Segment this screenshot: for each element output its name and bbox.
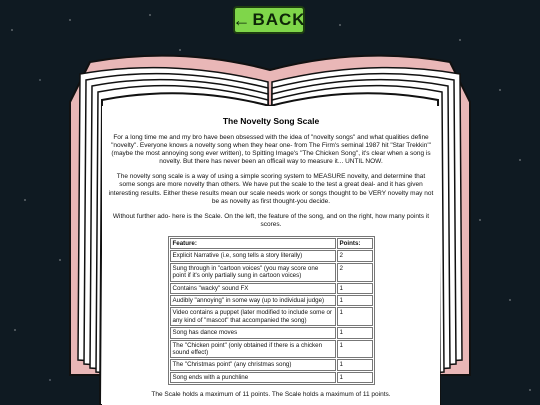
points-cell: 2	[337, 263, 373, 282]
points-column-header: Points:	[337, 238, 373, 249]
left-arrow-icon: ←	[232, 10, 251, 30]
feature-cell: Sung through in "cartoon voices" (you may score one point if it's only partially sung in cartoon voices)	[170, 263, 336, 282]
intro-paragraph: For a long time me and my bro have been obsessed with the idea of "novelty songs" and what qualities define "novelty". Everyone knows a novelty song when they hear one- from The Firm's seminal 1987 hit "Star Trekkin'" (maybe the most annoying song ever written), to Spitting Image's "The Chicken Song", it's clear when a song is novelty. But there has never been an officail way to measure it... UNTIL NOW.	[111, 134, 431, 166]
feature-cell: Song has dance moves	[170, 327, 336, 338]
points-cell: 1	[337, 327, 373, 338]
scale-intro-paragraph: Without further ado- here is the Scale. On the left, the feature of the song, and on the right, how many points it scores.	[112, 212, 430, 228]
feature-cell: The "Chicken point" (only obtained if there is a chicken sound effect)	[170, 340, 336, 359]
footer-text: The Scale holds a maximum of 11 points. The Scale holds a maximum of 11 points.	[151, 391, 391, 399]
points-cell: 2	[337, 250, 373, 261]
table-header-row	[170, 238, 373, 249]
table-row	[170, 307, 373, 326]
points-cell: 1	[337, 340, 373, 359]
table-row	[170, 250, 373, 261]
book-page-content	[102, 106, 440, 405]
points-cell: 1	[337, 283, 373, 294]
table-row	[170, 372, 373, 383]
table-row	[170, 295, 373, 306]
points-cell: 1	[337, 372, 373, 383]
table-row	[170, 263, 373, 282]
points-cell: 1	[337, 359, 373, 370]
feature-cell: Song ends with a punchline	[170, 372, 336, 383]
feature-cell: The "Christmas point" (any christmas song)	[170, 359, 336, 370]
back-button-label: BACK	[252, 10, 306, 29]
novelty-scale-table	[168, 236, 375, 385]
table-row	[170, 283, 373, 294]
points-cell: 1	[337, 295, 373, 306]
table-row	[170, 327, 373, 338]
feature-cell: Audibly "annoying" in some way (up to individual judge)	[170, 295, 336, 306]
table-row	[170, 340, 373, 359]
feature-cell: Contains "wacky" sound FX	[170, 283, 336, 294]
page-title: The Novelty Song Scale	[222, 116, 320, 126]
feature-cell: Video contains a puppet (later modified to include some or any kind of "mascot" that accompanied the song)	[170, 307, 336, 326]
feature-column-header: Feature:	[170, 238, 336, 249]
feature-cell: Explicit Narrative (i.e, song tells a story literally)	[170, 250, 336, 261]
description-paragraph: The novelty song scale is a way of using a simple scoring system to MEASURE novelty, and determine that some songs are more novelty than others. We have put the scale to the test a great deal- and it has given interesting results. Either these results mean our scale needs work or songs thought to be VERY novelty may not be as novelty as first thought-you decide.	[108, 173, 434, 205]
table-row	[170, 359, 373, 370]
points-cell: 1	[337, 307, 373, 326]
